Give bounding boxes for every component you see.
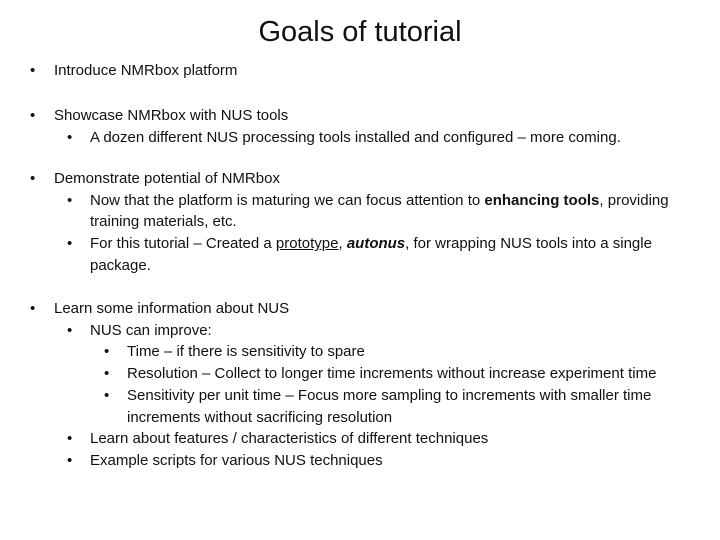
sub-sub-bullet-sensitivity <box>30 385 715 428</box>
emphasis-autonus: autonus <box>346 235 406 253</box>
bullet-text: Learn some information about NUS <box>54 300 290 317</box>
prototype-link[interactable]: prototype <box>275 235 339 253</box>
sub-bullet-platform-maturing <box>30 190 715 233</box>
bullet-marker: • <box>104 386 110 404</box>
bullet-text: Learn about features / characteristics of different techniques <box>90 430 489 448</box>
bullet-marker: • <box>67 235 73 253</box>
bullet-introduce-nmrbox <box>30 60 715 82</box>
bullet-text: Showcase NMRbox with NUS tools <box>54 107 289 124</box>
emphasis-enhancing-tools: enhancing tools <box>484 191 600 209</box>
bullet-group-1 <box>30 60 715 82</box>
sub-bullet-nus-can-improve <box>30 320 715 342</box>
sub-bullet-example-scripts <box>30 450 715 472</box>
bullet-marker: • <box>30 170 36 187</box>
bullet-text: Sensitivity per unit time – Focus more sampling to increments with smaller time increments without sacrificing resolution <box>127 386 652 426</box>
bullet-marker: • <box>67 451 73 469</box>
bullet-text: Resolution – Collect to longer time increments without increase experiment time <box>127 365 657 383</box>
text-segment: Now that the platform is maturing we can focus attention to <box>90 191 485 209</box>
sub-bullet-dozen-tools <box>30 127 715 149</box>
bullet-marker: • <box>67 191 73 209</box>
bullet-marker: • <box>104 365 110 383</box>
text-segment: , providing training materials, etc. <box>90 191 669 231</box>
bullet-marker: • <box>30 107 36 124</box>
bullet-marker: • <box>67 128 73 146</box>
bullet-marker: • <box>67 430 73 448</box>
bullet-group-4 <box>30 298 715 472</box>
bullet-learn-nus <box>30 298 715 320</box>
slide-title: Goals of tutorial <box>258 16 462 48</box>
bullet-text <box>90 235 652 274</box>
text-segment: , <box>338 235 347 253</box>
sub-bullet-features <box>30 428 715 450</box>
bullet-marker: • <box>104 343 110 361</box>
bullet-marker: • <box>67 321 73 339</box>
bullet-text <box>90 192 669 231</box>
bullet-text: Time – if there is sensitivity to spare <box>127 343 365 361</box>
text-segment: , for wrapping NUS tools into a single package. <box>90 235 652 274</box>
bullet-text: Example scripts for various NUS techniques <box>90 451 383 469</box>
bullet-text: NUS can improve: <box>90 321 212 339</box>
text-segment: For this tutorial – Created a <box>90 235 276 253</box>
bullet-group-2 <box>30 105 715 148</box>
bullet-marker: • <box>30 62 36 79</box>
bullet-showcase-nus <box>30 105 715 127</box>
bullet-group-3 <box>30 168 715 277</box>
sub-bullet-prototype <box>30 233 715 276</box>
bullet-text: A dozen different NUS processing tools installed and configured – more coming. <box>90 128 621 146</box>
bullet-marker: • <box>30 300 36 317</box>
bullet-text: Demonstrate potential of NMRbox <box>54 170 280 187</box>
bullet-text: Introduce NMRbox platform <box>54 62 238 79</box>
sub-sub-bullet-time <box>30 341 715 363</box>
bullet-demonstrate-potential <box>30 168 715 190</box>
sub-sub-bullet-resolution <box>30 363 715 385</box>
